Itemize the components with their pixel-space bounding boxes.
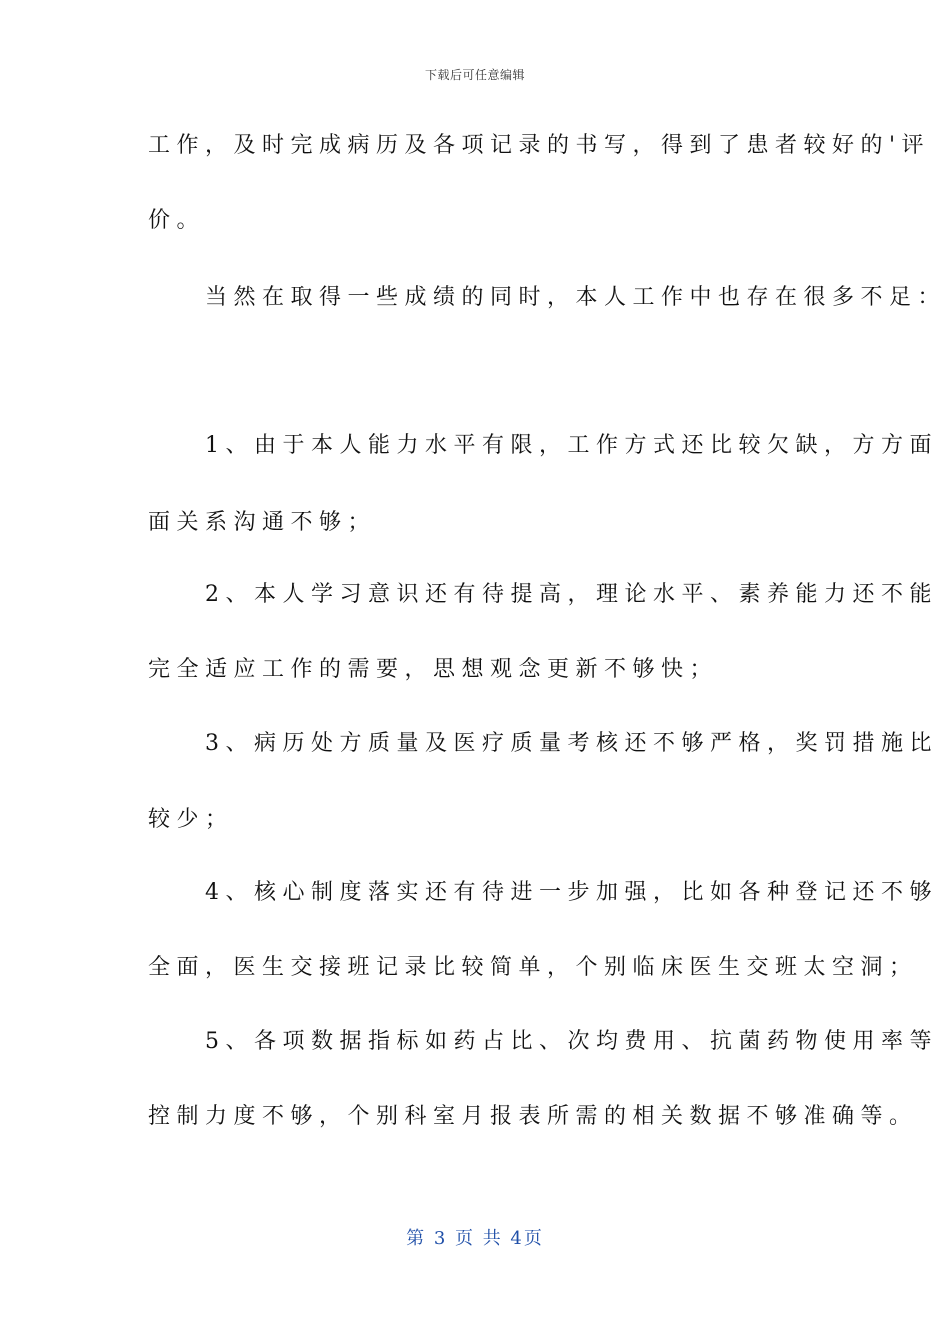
- page-header-note: 下载后可任意编辑: [424, 68, 525, 82]
- paragraph-5-line-1: 3、病历处方质量及医疗质量考核还不够严格，奖罚措施比: [148, 731, 938, 756]
- paragraph-3-line-1: 1、由于本人能力水平有限，工作方式还比较欠缺，方方面: [148, 433, 938, 458]
- paragraph-1-line-2: 价。: [148, 208, 206, 233]
- paragraph-4-line-2: 完全适应工作的需要，思想观念更新不够快；: [148, 657, 719, 682]
- paragraph-3-line-2: 面关系沟通不够；: [148, 510, 377, 535]
- paragraph-7-line-1: 5、各项数据指标如药占比、次均费用、抗菌药物使用率等: [148, 1029, 938, 1054]
- paragraph-2-line-1: 当然在取得一些成绩的同时，本人工作中也存在很多不足：: [148, 285, 947, 310]
- paragraph-1-line-1: 工作，及时完成病历及各项记录的书写，得到了患者较好的'评: [148, 133, 931, 158]
- paragraph-7-line-2: 控制力度不够，个别科室月报表所需的相关数据不够准确等。: [148, 1104, 918, 1129]
- paragraph-6-line-2: 全面，医生交接班记录比较简单，个别临床医生交班太空洞；: [148, 955, 918, 980]
- page-number-footer: 第 3 页 共 4页: [406, 1228, 544, 1249]
- paragraph-6-line-1: 4、核心制度落实还有待进一步加强，比如各种登记还不够: [148, 880, 938, 905]
- paragraph-5-line-2: 较少；: [148, 807, 234, 832]
- paragraph-4-line-1: 2、本人学习意识还有待提高，理论水平、素养能力还不能: [148, 582, 938, 607]
